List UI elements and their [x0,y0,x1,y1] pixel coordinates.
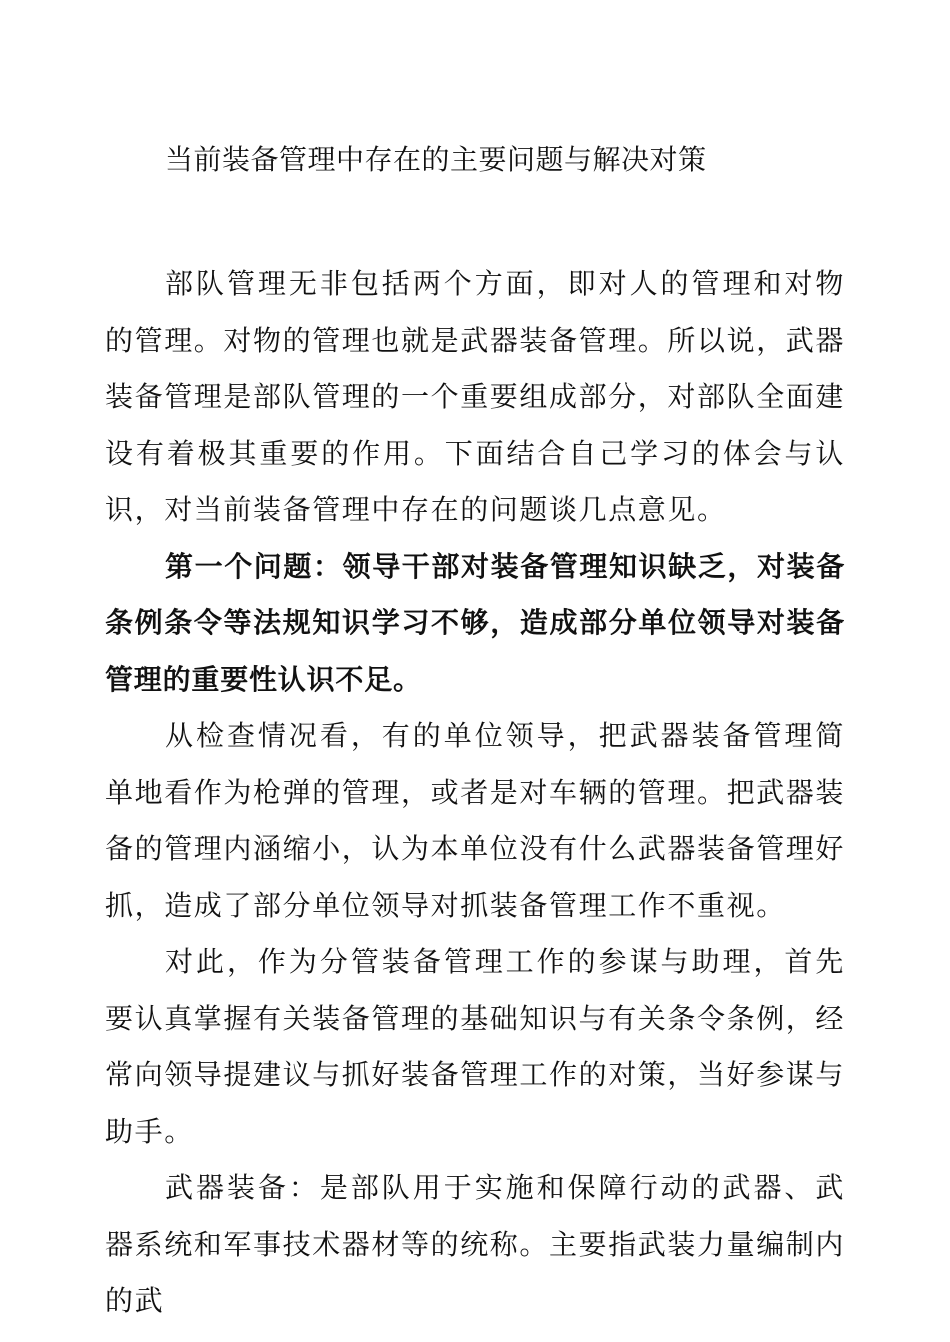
document-title: 当前装备管理中存在的主要问题与解决对策 [165,143,707,176]
paragraph-countermeasure: 对此，作为分管装备管理工作的参谋与助理，首先要认真掌握有关装备管理的基础知识与有关条令条例，经常向领导提建议与抓好装备管理工作的对策，当好参谋与助手。 [105,945,846,1148]
document-body [105,256,845,1330]
paragraph-inspection: 从检查情况看，有的单位领导，把武器装备管理简单地看作为枪弹的管理，或者是对车辆的管理。把武器装备的管理内涵缩小，认为本单位没有什么武器装备管理好抓，造成了部分单位领导对抓装备管理工作不重视。 [105,719,846,922]
paragraph-definition: 武器装备：是部队用于实施和保障行动的武器、武器系统和军事技术器材等的统称。主要指武装力量编制内的武 [105,1171,846,1317]
paragraph-problem-heading: 第一个问题：领导干部对装备管理知识缺乏，对装备条例条令等法规知识学习不够，造成部分单位领导对装备管理的重要性认识不足。 [105,549,845,696]
paragraph-intro: 部队管理无非包括两个方面，即对人的管理和对物的管理。对物的管理也就是武器装备管理。所以说，武器装备管理是部队管理的一个重要组成部分，对部队全面建设有着极其重要的作用。下面结合自己学习的体会与认识，对当前装备管理中存在的问题谈几点意见。 [105,267,846,526]
